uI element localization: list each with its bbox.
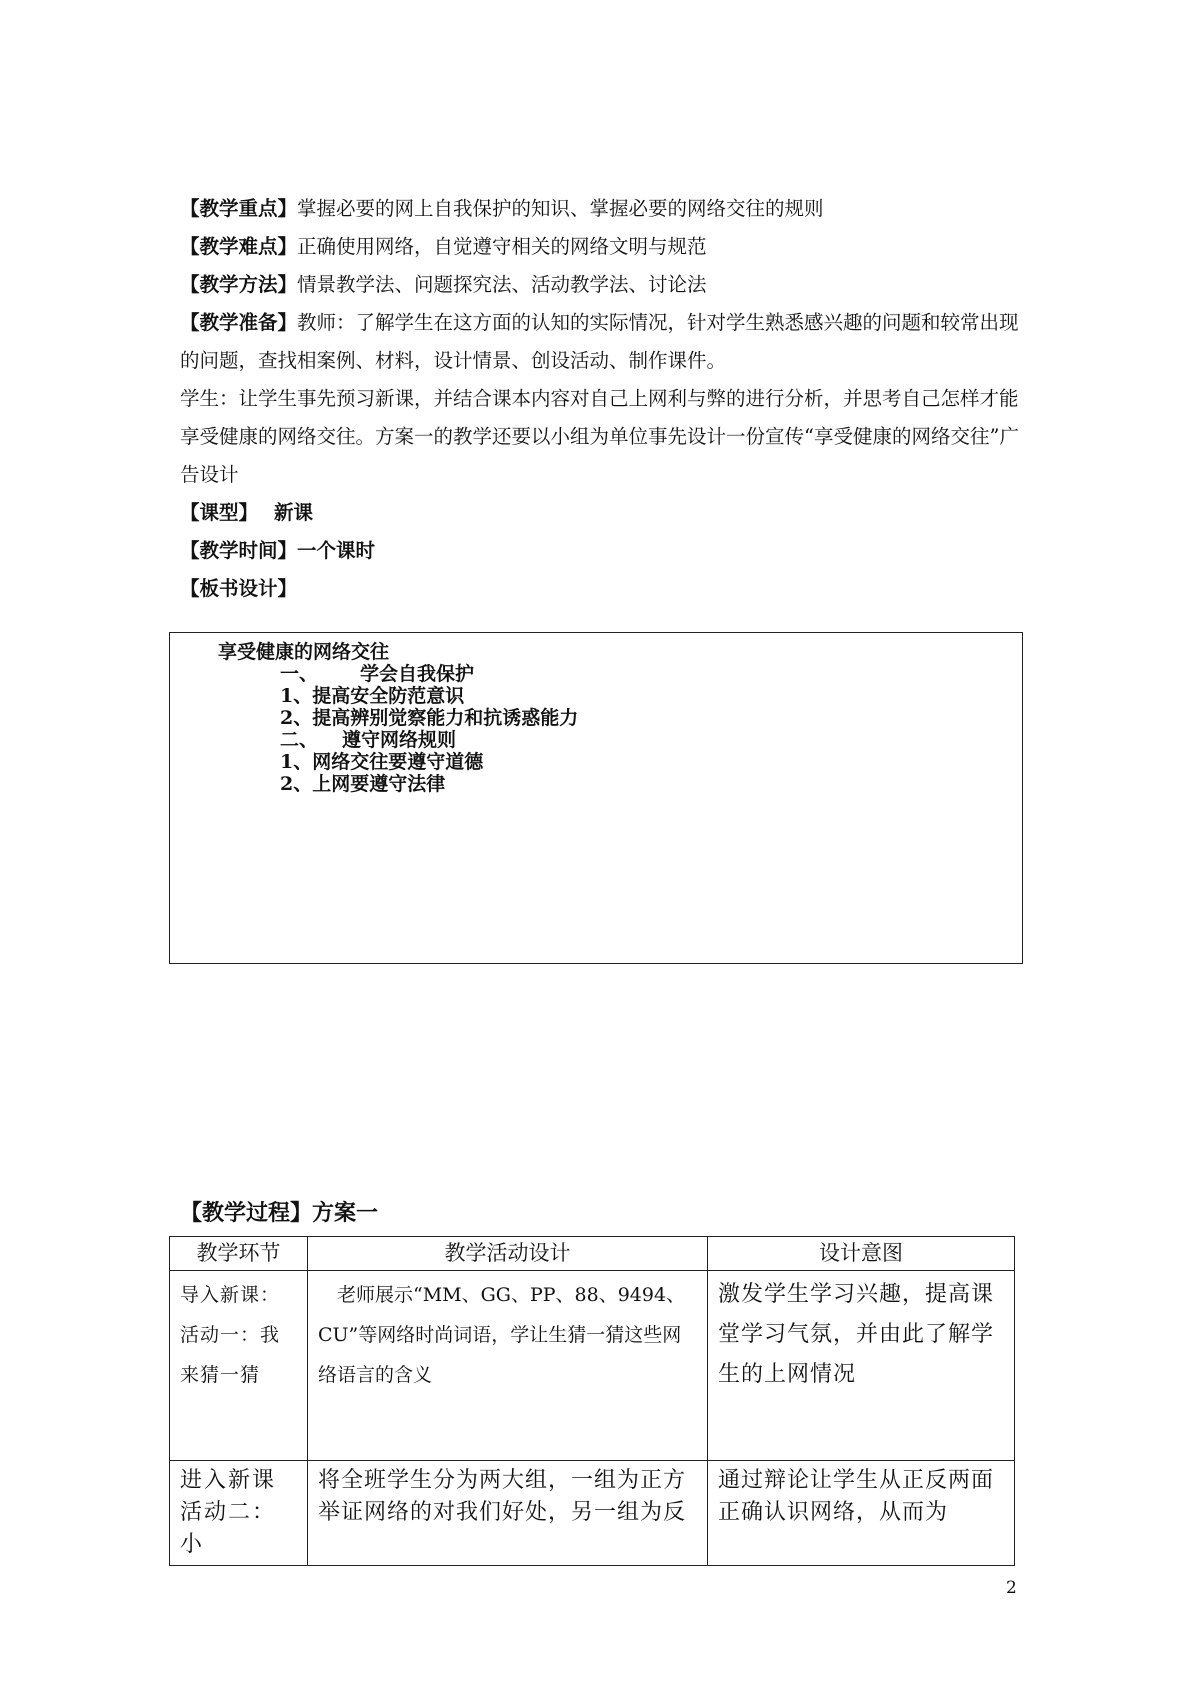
row2-intent: 通过辩论让学生从正反两面正确认识网络，从而为: [718, 1468, 995, 1525]
key-points-label: 【教学重点】: [180, 197, 298, 220]
board-part1: [280, 663, 474, 685]
key-points-text: 掌握必要的网上自我保护的知识、掌握必要的网络交往的规则: [297, 197, 824, 220]
board-design-box: [169, 632, 1023, 964]
lesson-type: [180, 494, 1020, 532]
row1-intent: 激发学生学习兴趣，提高课堂学习气氛，并由此了解学生的上网情况: [718, 1282, 995, 1387]
row2-activity: 将全班学生分为两大组，一组为正方举证网络的对我们好处，另一组为反: [318, 1468, 687, 1525]
board-part2-item1: 1、网络交往要遵守道德: [280, 751, 484, 773]
key-points: [180, 190, 1020, 228]
board-part1-text: 学会自我保护: [360, 663, 475, 685]
preparation-teacher: [180, 304, 1020, 380]
difficulties-text: 正确使用网络，自觉遵守相关的网络文明与规范: [297, 235, 707, 258]
preparation-student: 学生：让学生事先预习新课，并结合课本内容对自己上网利与弊的进行分析，并思考自己怎样才能享受健康的网络交往。方案一的教学还要以小组为单位事先设计一份宣传“享受健康的网络交往”广告设计: [180, 387, 1019, 486]
difficulties: [180, 228, 1020, 266]
header-activity: 教学活动设计: [308, 1237, 708, 1271]
process-heading: 【教学过程】方案一: [180, 1200, 379, 1226]
board-part1-num: 一、: [280, 663, 319, 685]
board-title: 享受健康的网络交往: [218, 641, 390, 663]
lesson-type-label: 【课型】: [180, 501, 259, 524]
table-row: [170, 1271, 1015, 1461]
board-part2: [280, 729, 456, 751]
board-part1-item1: 1、提高安全防范意识: [280, 685, 465, 707]
table-row: [170, 1461, 1015, 1566]
row1-activity: 老师展示“MM、GG、PP、88、9494、CU”等网络时尚词语，学让生猜一猜这些网络语言的含义: [318, 1284, 686, 1386]
board-part2-text: 遵守网络规则: [342, 729, 457, 751]
lesson-type-text: 新课: [274, 501, 314, 524]
header-stage: 教学环节: [170, 1237, 308, 1271]
header-intent: 设计意图: [708, 1237, 1015, 1271]
methods: [180, 266, 1020, 304]
table-header-row: [170, 1237, 1015, 1271]
board-part2-item2: 2、上网要遵守法律: [280, 773, 446, 795]
methods-label: 【教学方法】: [180, 273, 298, 296]
methods-text: 情景教学法、问题探究法、活动教学法、讨论法: [297, 273, 707, 296]
preparation-teacher-text: 教师：了解学生在这方面的认知的实际情况，针对学生熟悉感兴趣的问题和较常出现的问题，查找相案例、材料，设计情景、创设活动、制作课件。: [180, 311, 1019, 372]
page-number: 2: [1006, 1578, 1017, 1598]
board-part2-num: 二、: [280, 729, 319, 751]
lesson-time-label: 【教学时间】: [180, 539, 298, 562]
board-part1-item2: 2、提高辨别觉察能力和抗诱惑能力: [280, 707, 579, 729]
row2-stage: 进入新课活动二：小: [180, 1468, 277, 1557]
process-table: [169, 1236, 1015, 1566]
lesson-time-text: 一个课时: [297, 539, 376, 562]
row1-stage: 导入新课：活动一：我来猜一猜: [180, 1284, 281, 1386]
lesson-time: [180, 532, 1020, 570]
difficulties-label: 【教学难点】: [180, 235, 298, 258]
board-design-label: 【板书设计】: [180, 577, 298, 600]
preparation-label: 【教学准备】: [180, 311, 298, 334]
